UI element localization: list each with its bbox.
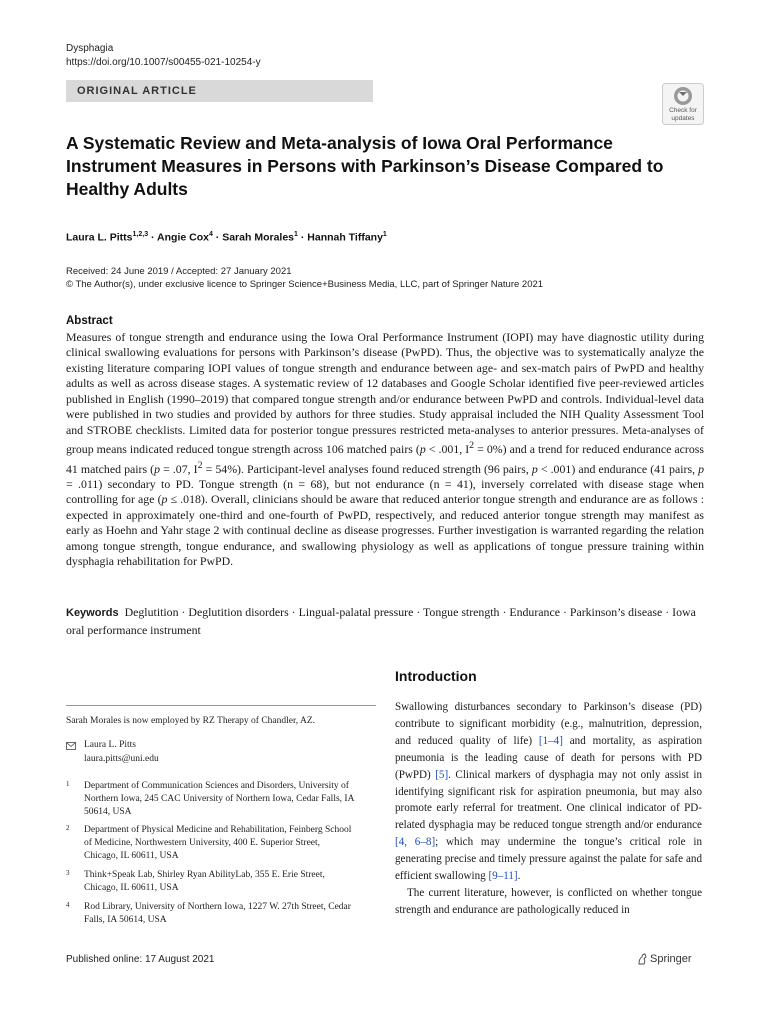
journal-name: Dysphagia — [66, 43, 114, 54]
affiliation-number: 4 — [66, 901, 70, 909]
springer-horse-icon — [636, 953, 648, 965]
citation-link[interactable]: [9–11] — [488, 870, 518, 883]
citation-link[interactable]: [5] — [435, 768, 449, 781]
introduction-heading: Introduction — [395, 668, 477, 684]
corresponding-author-name: Laura L. Pitts — [84, 740, 136, 750]
keywords-label: Keywords — [66, 607, 119, 619]
affiliation-text: Department of Physical Medicine and Rehabilitation, Feinberg School of Medicine, Northwestern University, 400 E. Superior Street, Chicago, IL 60611, USA — [84, 825, 352, 861]
affiliation-number: 3 — [66, 869, 70, 877]
affiliation-text: Department of Communication Sciences and Disorders, University of Northern Iowa, 245 CAC University of Northern Iowa, Cedar Falls, IA 50614, USA — [84, 781, 354, 817]
author-list — [66, 228, 666, 245]
copyright-notice: © The Author(s), under exclusive licence to Springer Science+Business Media, LLC, part of Springer Nature 2021 — [66, 279, 544, 290]
author-separator: · — [297, 231, 308, 244]
affiliation-text: Rod Library, University of Northern Iowa, 1227 W. 27th Street, Cedar Falls, IA 50614, USA — [84, 902, 351, 925]
author-name[interactable]: Angie Cox — [157, 231, 209, 244]
received-dates: Received: 24 June 2019 / Accepted: 27 January 2021 — [66, 266, 292, 277]
affiliation-text: Think+Speak Lab, Shirley Ryan AbilityLab, 355 E. Erie Street, Chicago, IL 60611, USA — [84, 870, 325, 893]
author-separator: · — [148, 231, 158, 244]
author-note: Sarah Morales is now employed by RZ Therapy of Chandler, AZ. — [66, 716, 316, 726]
author-affiliation-marker: 4 — [208, 231, 213, 238]
citation-link[interactable]: [4, 6–8] — [395, 836, 436, 849]
article-title: A Systematic Review and Meta-analysis of Iowa Oral Performance Instrument Measures in Persons with Parkinson’s Disease Compared to Healthy Adults — [66, 133, 664, 199]
author-separator: · — [212, 231, 223, 244]
introduction-text: Swallowing disturbances secondary to Parkinson’s disease (PD) contribute to significant morbidity (e.g., malnutrition, depression, and reduced quality of life) [1–4] and mortality, as aspiration pneumonia is the leading cause of death for persons with PD (PwPD) [5]. Clinical markers of dysphagia may not only assist in identifying significant risk for aspiration pneumonia, but may also promote early referral for treatment. One clinical indicator of PD-related dysphagia may be reduced tongue strength and/or endurance [4, 6–8]; which may undermine the tongue’s critical role in generating precise and timely pressure against the palate for safe and efficient swallowing [9–11]. The current literature, however, is conflicted on whether tongue strength and endurance are pathologically reduced in — [395, 701, 702, 916]
affiliation-number: 2 — [66, 824, 70, 832]
keywords-list: Deglutition · Deglutition disorders · Lingual-palatal pressure · Tongue strength · Endurance · Parkinson’s disease · Iowa oral performance instrument — [66, 605, 696, 637]
citation-link[interactable]: [1–4] — [538, 734, 563, 747]
abstract-heading: Abstract — [66, 315, 113, 327]
author-affiliation-marker: 1 — [294, 231, 298, 238]
abstract-text: Measures of tongue strength and endurance using the Iowa Oral Performance Instrument (IOPI) may have diagnostic utility during clinical swallowing evaluations for persons with Parkinson’s disease (PwPD). Thus, the objective was to systematically analyze the existing literature comparing IOPI values of tongue strength and endurance between age- and sex-match pairs of PwPD and healthy adults as well as across disease stages. A systematic review of 12 databases and Google Scholar identified five peer-reviewed articles published in English (1990–2019) that compared tongue strength and/or endurance between PwPD and controls. Individual-level data were published in two studies and provided by authors for three studies. Study appraisal included the NIH Quality Assessment Tool and STROBE checklists. Limited data for posterior tongue pressures restricted meta-analyses to anterior pressures. Meta-analyses of group means indicated reduced tongue strength across 106 matched pairs (p < .001, $I^2 = 0\%$) and a trend for reduced endurance across 41 matched pairs (p = .07, $I^2 = 54\%$). Participant-level analyses found reduced strength (96 pairs, p < .001) and endurance (41 pairs, p = .011) secondary to PD. Tongue strength (n = 68), but not endurance (n = 41), inversely correlated with disease stage when controlling for age (p ≤ .018). Overall, clinicians should be aware that reduced anterior tongue strength and endurance are as follows : expected in approximately one-third and one-fourth of PwPD, respectively, and reduced anterior tongue strength may manifest as early as Hoehn and Yahr stage 2 with continual decline as disease progresses. Further investigation is warranted regarding the relation among tongue strength, tongue endurance, and swallowing physiology as well as applications of tongue pressure training within dysphagia rehabilitation for PwPD. — [66, 330, 705, 569]
footnote-divider — [66, 705, 376, 706]
doi-link[interactable]: https://doi.org/10.1007/s00455-021-10254-y — [66, 57, 261, 68]
affiliation-number: 1 — [66, 780, 70, 788]
check-for-updates-label[interactable]: Check for updates — [669, 107, 697, 122]
keywords — [66, 604, 704, 638]
author-name[interactable]: Laura L. Pitts — [66, 231, 133, 244]
author-affiliation-marker: 1,2,3 — [132, 231, 149, 238]
author-name[interactable]: Hannah Tiffany — [307, 231, 383, 244]
author-name[interactable]: Sarah Morales — [222, 231, 295, 244]
envelope-icon — [66, 742, 76, 750]
corresponding-author-email[interactable]: laura.pitts@uni.edu — [84, 754, 159, 764]
article-type-banner: ORIGINAL ARTICLE — [66, 80, 373, 102]
publisher-logo-text: Springer — [650, 953, 692, 965]
published-date: Published online: 17 August 2021 — [66, 954, 215, 965]
author-affiliation-marker: 1 — [382, 231, 387, 238]
